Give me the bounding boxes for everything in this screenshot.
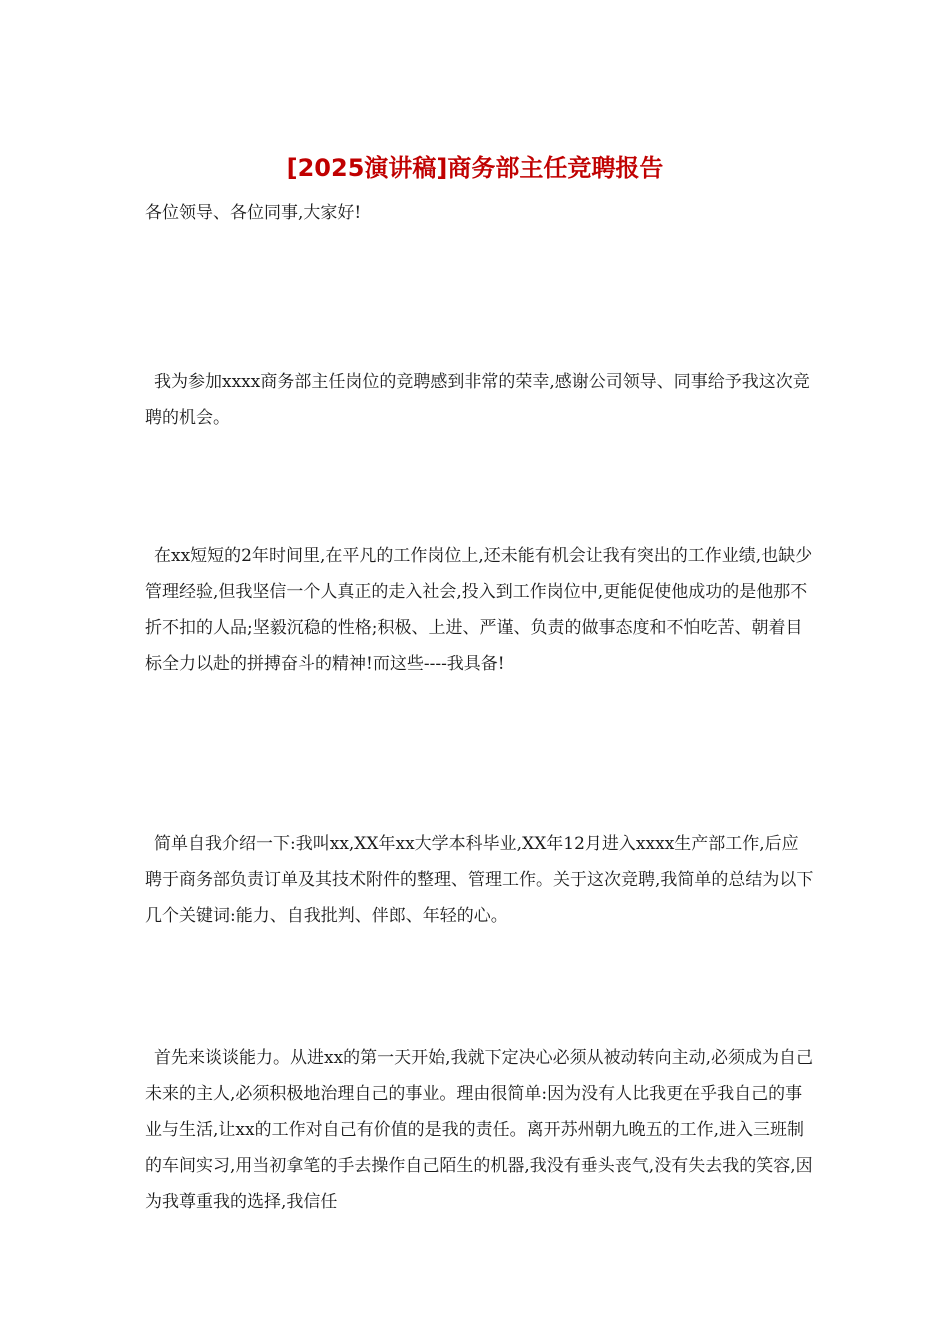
greeting-text: 各位领导、各位同事,大家好! [145, 203, 362, 223]
paragraph-3: 简单自我介绍一下:我叫xx,XX年xx大学本科毕业,XX年12月进入xxxx生产部工作,后应聘于商务部负责订单及其技术附件的整理、管理工作。关于这次竞聘,我简单的总结为以下几个关键词:能力、自我批判、伴郎、年轻的心。 [145, 834, 814, 926]
paragraph-1: 我为参加xxxx商务部主任岗位的竞聘感到非常的荣幸,感谢公司领导、同事给予我这次竞聘的机会。 [145, 372, 810, 428]
document-title: [2025演讲稿]商务部主任竞聘报告 [286, 154, 664, 182]
paragraph-4: 首先来谈谈能力。从进xx的第一天开始,我就下定决心必须从被动转向主动,必须成为自己未来的主人,必须积极地治理自己的事业。理由很简单:因为没有人比我更在乎我自己的事业与生活,让xx的工作对自己有价值的是我的责任。离开苏州朝九晚五的工作,进入三班制的车间实习,用当初拿笔的手去操作自己陌生的机器,我没有垂头丧气,没有失去我的笑容,因为我尊重我的选择,我信任 [145, 1048, 813, 1212]
paragraph-2: 在xx短短的2年时间里,在平凡的工作岗位上,还未能有机会让我有突出的工作业绩,也缺少管理经验,但我坚信一个人真正的走入社会,投入到工作岗位中,更能促使他成功的是他那不折不扣的人品;坚毅沉稳的性格;积极、上进、严谨、负责的做事态度和不怕吃苦、朝着目标全力以赴的拼搏奋斗的精神!而这些----我具备! [145, 546, 813, 674]
